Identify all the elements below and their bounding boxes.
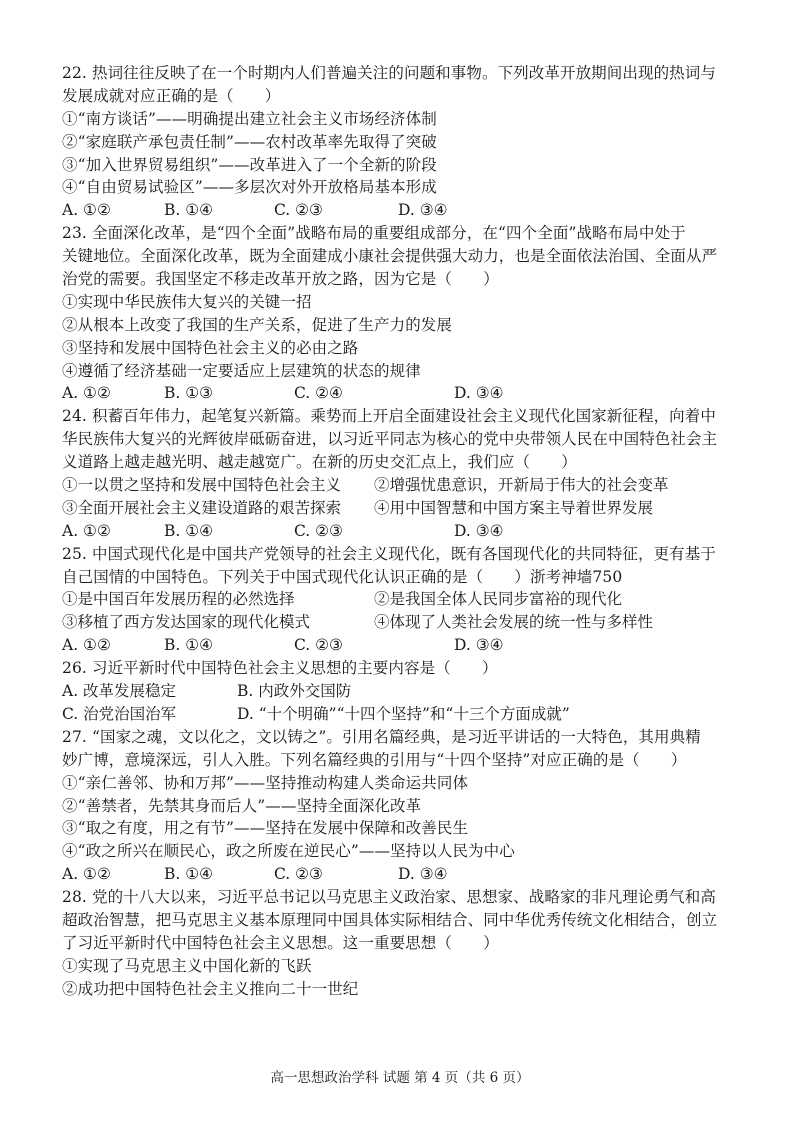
answer-options (62, 520, 772, 543)
option-c: C. ②③ (274, 201, 323, 220)
statement-item: ②增强忧患意识，开新局于伟大的社会变革 (374, 476, 669, 495)
question-22 (62, 62, 772, 222)
option-c: C. ②③ (294, 636, 343, 655)
option-d: D. ③④ (398, 865, 448, 884)
option-b: B. 内政外交国防 (237, 682, 352, 701)
statement-item: ④遵循了经济基础一定要适应上层建筑的状态的规律 (62, 361, 421, 380)
question-stem: 了习近平新时代中国特色社会主义思想。这一重要思想（ ） (62, 933, 499, 952)
statement-item: ③“加入世界贸易组织”——改革进入了一个全新的阶段 (62, 155, 437, 174)
statement-item: ④“自由贸易试验区”——多层次对外开放格局基本形成 (62, 178, 437, 197)
question-stem: 关键地位。全面深化改革，既为全面建成小康社会提供强大动力，也是全面依法治国、全面从严 (62, 247, 718, 266)
question-25 (62, 543, 772, 657)
option-c: C. ②④ (294, 384, 343, 403)
question-stem: 妙广博，意境深远，引人入胜。下列名篇经典的引用与“十四个坚持”对应正确的是（ ） (62, 750, 687, 769)
statement-item: ④体现了人类社会发展的统一性与多样性 (374, 613, 654, 632)
option-a: A. ①② (62, 865, 111, 884)
question-27 (62, 726, 772, 886)
question-stem: 发展成就对应正确的是（ ） (62, 86, 281, 105)
answer-options (62, 382, 772, 405)
question-stem: 25. 中国式现代化是中国共产党领导的社会主义现代化，既有各国现代化的共同特征，更有基于 (62, 544, 716, 563)
question-stem: 义道路上越走越光明、越走越宽广。在新的历史交汇点上，我们应（ ） (62, 453, 577, 472)
option-b: B. ①④ (164, 636, 214, 655)
option-c: C. 治党治国治军 (62, 704, 177, 723)
statement-item: ③坚持和发展中国特色社会主义的必由之路 (62, 338, 359, 357)
question-stem: 22. 热词往往反映了在一个时期内人们普遍关注的问题和事物。下列改革开放期间出现的热词与 (62, 64, 716, 82)
question-stem: 自己国情的中国特色。下列关于中国式现代化认识正确的是（ ）浙考神墙750 (62, 567, 623, 586)
question-stem: 27. “国家之魂，文以化之，文以铸之”。引用名篇经典，是习近平讲话的一大特色，其用典精 (62, 727, 701, 746)
statement-item: ①是中国百年发展历程的必然选择 (62, 590, 295, 609)
statement-item: ③全面开展社会主义建设道路的艰苦探索 (62, 498, 342, 517)
option-c: C. ②③ (294, 521, 343, 540)
question-23 (62, 222, 772, 405)
question-stem: 超政治智慧，把马克思主义基本原理同中国具体实际相结合、同中华优秀传统文化相结合，创立 (62, 910, 718, 929)
statement-item: ①一以贯之坚持和发展中国特色社会主义 (62, 476, 342, 495)
option-d: D. ③④ (454, 636, 504, 655)
option-b: B. ①④ (164, 201, 214, 220)
question-24 (62, 405, 772, 542)
exam-page (62, 62, 772, 1001)
statement-row (62, 588, 772, 611)
answer-options (62, 680, 772, 703)
question-stem: 治党的需要。我国坚定不移走改革开放之路，因为它是（ ） (62, 270, 499, 289)
option-a: A. ①② (62, 521, 111, 540)
option-b: B. ①④ (164, 521, 214, 540)
statement-item: ①实现中华民族伟大复兴的关键一招 (62, 292, 312, 311)
statement-item: ④“政之所兴在顺民心，政之所废在逆民心”——坚持以人民为中心 (62, 842, 515, 861)
answer-options (62, 634, 772, 657)
statement-row (62, 474, 772, 497)
option-a: A. ①② (62, 636, 111, 655)
statement-item: ②“家庭联产承包责任制”——农村改革率先取得了突破 (62, 132, 437, 151)
statement-item: ②“善禁者，先禁其身而后人”——坚持全面深化改革 (62, 796, 422, 815)
statement-item: ①“亲仁善邻、协和万邦”——坚持推动构建人类命运共同体 (62, 773, 469, 792)
question-26 (62, 657, 772, 726)
option-a: A. 改革发展稳定 (62, 682, 177, 701)
option-d: D. “十个明确”“十四个坚持”和“十三个方面成就” (237, 704, 570, 723)
statement-row (62, 611, 772, 634)
question-stem: 28. 党的十八大以来，习近平总书记以马克思主义政治家、思想家、战略家的非凡理论勇气和高 (62, 888, 716, 907)
statement-item: ②成功把中国特色社会主义推向二十一世纪 (62, 979, 359, 998)
option-d: D. ③④ (454, 384, 504, 403)
question-stem: 26. 习近平新时代中国特色社会主义思想的主要内容是（ ） (62, 659, 498, 678)
option-d: D. ③④ (454, 521, 504, 540)
statement-item: ④用中国智慧和中国方案主导着世界发展 (374, 498, 654, 517)
question-28 (62, 886, 772, 1000)
statement-item: ②从根本上改变了我国的生产关系，促进了生产力的发展 (62, 315, 453, 334)
option-b: B. ①③ (164, 384, 214, 403)
statement-item: ①“南方谈话”——明确提出建立社会主义市场经济体制 (62, 109, 437, 128)
option-a: A. ①② (62, 201, 111, 220)
option-b: B. ①④ (164, 865, 214, 884)
question-stem: 24. 积蓄百年伟力，起笔复兴新篇。乘势而上开启全面建设社会主义现代化国家新征程，向着中 (62, 407, 716, 426)
statement-item: ①实现了马克思主义中国化新的飞跃 (62, 956, 312, 975)
answer-options (62, 863, 772, 886)
question-stem: 23. 全面深化改革，是“四个全面”战略布局的重要组成部分，在“四个全面”战略布局中处于 (62, 224, 686, 243)
statement-row (62, 497, 772, 520)
statement-item: ③移植了西方发达国家的现代化模式 (62, 613, 311, 632)
option-c: C. ②③ (274, 865, 323, 884)
option-a: A. ①② (62, 384, 111, 403)
statement-item: ②是我国全体人民同步富裕的现代化 (374, 590, 623, 609)
page-footer: 高一思想政治学科 试题 第 4 页（共 6 页） (270, 1070, 530, 1086)
option-d: D. ③④ (398, 201, 448, 220)
question-stem: 华民族伟大复兴的光辉彼岸砥砺奋进，以习近平同志为核心的党中央带领人民在中国特色社会主 (62, 430, 718, 449)
answer-options (62, 199, 772, 222)
statement-item: ③“取之有度，用之有节”——坚持在发展中保障和改善民生 (62, 819, 469, 838)
answer-options (62, 703, 772, 726)
